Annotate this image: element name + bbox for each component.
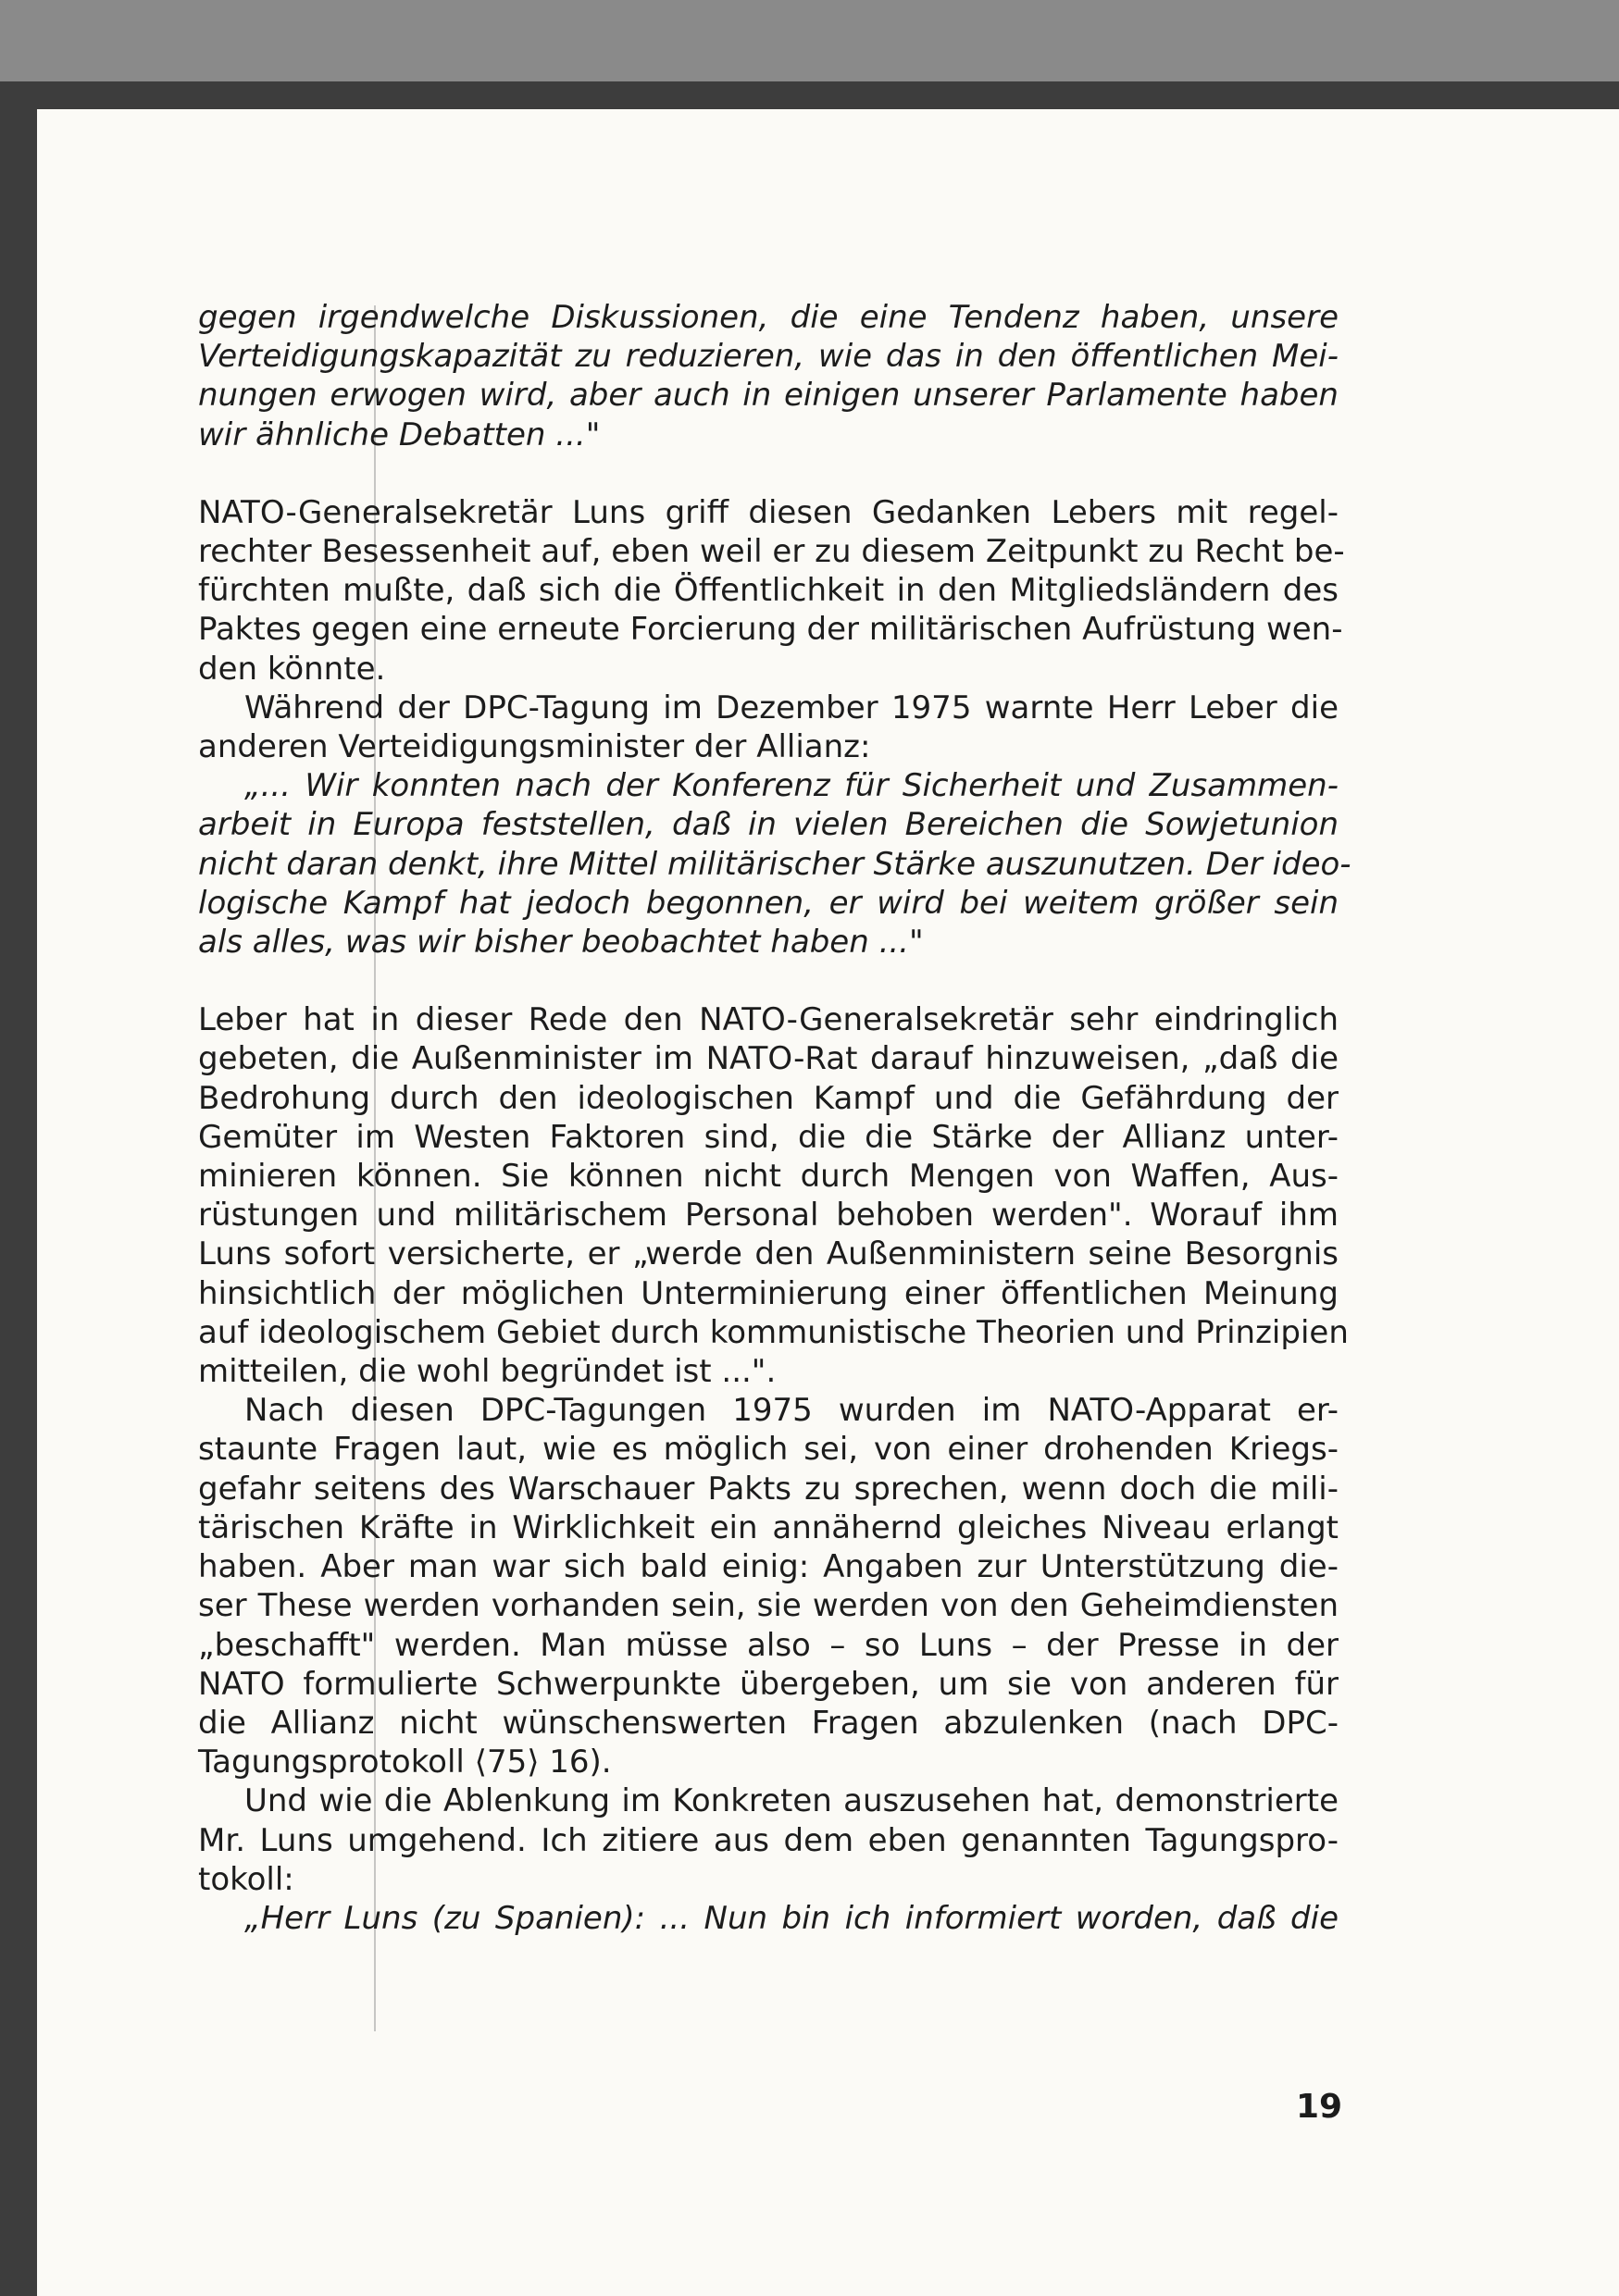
text-line: gefahr seitens des Warschauer Pakts zu sprechen, wenn doch die mili- — [198, 1470, 1339, 1508]
text-line: Nach diesen DPC-Tagungen 1975 wurden im NATO-Apparat er- — [244, 1392, 1339, 1430]
text-line: mitteilen, die wohl begründet ist ...". — [198, 1353, 777, 1391]
paragraph-gap — [198, 454, 1339, 493]
text-line: minieren können. Sie können nicht durch Mengen von Waffen, Aus- — [198, 1158, 1339, 1196]
text-line: NATO-Generalsekretär Luns griff diesen Gedanken Lebers mit regel- — [198, 493, 1339, 531]
text-line: „... Wir konnten nach der Konferenz für Sicherheit und Zusammen- — [244, 767, 1339, 805]
text-line: anderen Verteidigungsminister der Allianz: — [198, 728, 871, 766]
text-line: den könnte. — [198, 650, 386, 688]
text-line: Und wie die Ablenkung im Konkreten auszusehen hat, demonstrierte — [244, 1782, 1339, 1820]
text-line: Während der DPC-Tagung im Dezember 1975 warnte Herr Leber die — [244, 689, 1339, 726]
text-line: gebeten, die Außenminister im NATO-Rat darauf hinzuweisen, „daß die — [198, 1040, 1339, 1078]
text-line: rüstungen und militärischem Personal behoben werden". Worauf ihm — [198, 1197, 1339, 1235]
text-line: hinsichtlich der möglichen Unterminierung einer öffentlichen Meinung — [198, 1274, 1339, 1312]
text-line: arbeit in Europa feststellen, daß in vielen Bereichen die Sowjetunion — [198, 806, 1339, 844]
paragraph-gap — [198, 962, 1339, 1000]
text-line: logische Kampf hat jedoch begonnen, er wird bei weitem größer sein — [198, 884, 1339, 922]
text-line: gegen irgendwelche Diskussionen, die eine Tendenz haben, unsere — [198, 299, 1339, 336]
text-line: Paktes gegen eine erneute Forcierung der militärischen Aufrüstung wen- — [198, 611, 1343, 649]
page-number: 19 — [1296, 2088, 1343, 2126]
text-line: die Allianz nicht wünschenswerten Fragen abzulenken (nach DPC- — [198, 1704, 1339, 1742]
text-line: Mr. Luns umgehend. Ich zitiere aus dem eben genannten Tagungspro- — [198, 1821, 1339, 1859]
text-line: NATO formulierte Schwerpunkte übergeben, um sie von anderen für — [198, 1665, 1339, 1703]
text-line: fürchten mußte, daß sich die Öffentlichkeit in den Mitgliedsländern des — [198, 572, 1339, 610]
text-line: tokoll: — [198, 1860, 294, 1898]
text-line: rechter Besessenheit auf, eben weil er zu diesem Zeitpunkt zu Recht be- — [198, 533, 1345, 571]
text-line: wir ähnliche Debatten ..." — [198, 416, 601, 453]
text-line: tärischen Kräfte in Wirklichkeit ein annähernd gleiches Niveau erlangt — [198, 1508, 1339, 1546]
text-line: als alles, was wir bisher beobachtet haben ..." — [198, 924, 924, 962]
text-line: Bedrohung durch den ideologischen Kampf und die Gefährdung der — [198, 1079, 1339, 1117]
text-line: nicht daran denkt, ihre Mittel militärischer Stärke auszunutzen. Der ideo- — [198, 845, 1351, 883]
text-line: Leber hat in dieser Rede den NATO-Generalsekretär sehr eindringlich — [198, 1001, 1339, 1039]
text-line: Verteidigungskapazität zu reduzieren, wie das in den öffentlichen Mei- — [198, 338, 1339, 376]
text-line: auf ideologischem Gebiet durch kommunistische Theorien und Prinzipien — [198, 1313, 1349, 1351]
scanner-top-bar — [0, 0, 1619, 81]
text-line: haben. Aber man war sich bald einig: Angaben zur Unterstützung die- — [198, 1548, 1339, 1586]
text-line: Luns sofort versicherte, er „werde den Außenministern seine Besorgnis — [198, 1235, 1339, 1273]
text-line: „beschafft" werden. Man müsse also – so Luns – der Presse in der — [198, 1626, 1339, 1664]
text-line: „Herr Luns (zu Spanien): ... Nun bin ich informiert worden, daß die — [244, 1899, 1339, 1937]
body-text — [198, 298, 1351, 1938]
text-line: Tagungsprotokoll ⟨75⟩ 16). — [198, 1744, 612, 1781]
text-line: nungen erwogen wird, aber auch in einigen unserer Parlamente haben — [198, 377, 1339, 415]
text-line: Gemüter im Westen Faktoren sind, die die Stärke der Allianz unter- — [198, 1118, 1339, 1156]
text-line: staunte Fragen laut, wie es möglich sei, von einer drohenden Kriegs- — [198, 1431, 1339, 1469]
text-line: ser These werden vorhanden sein, sie werden von den Geheimdiensten — [198, 1587, 1339, 1625]
